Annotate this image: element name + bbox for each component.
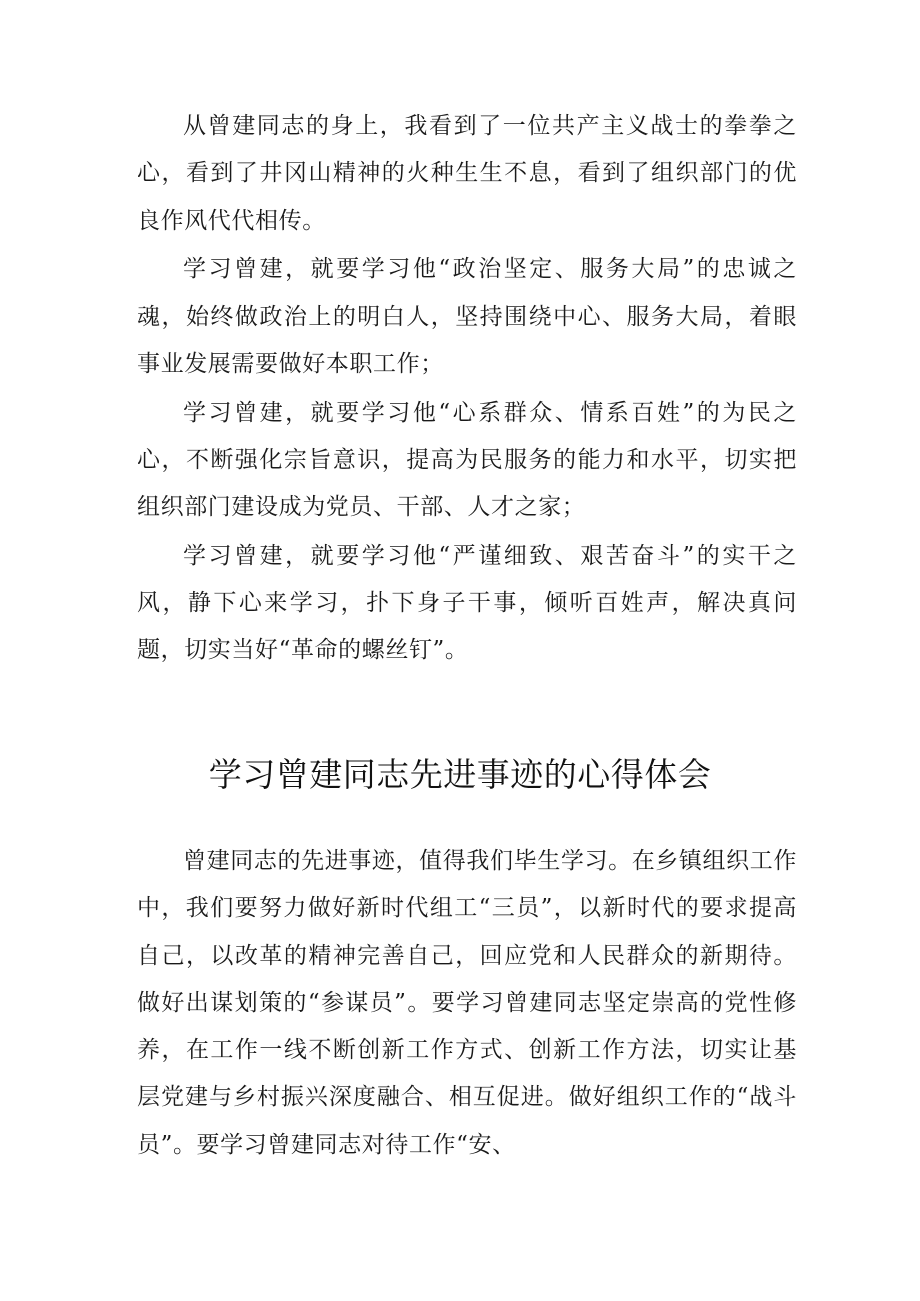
paragraph: 学习曾建，就要学习他“严谨细致、艰苦奋斗”的实干之风，静下心来学习，扑下身子干事，倾听百姓声，解决真问题，切实当好“革命的螺丝钉”。 (137, 542, 797, 664)
article-title: 学习曾建同志先进事迹的心得体会 (208, 755, 712, 794)
paragraph: 从曾建同志的身上，我看到了一位共产主义战士的拳拳之心，看到了井冈山精神的火种生生不息，看到了组织部门的优良作风代代相传。 (137, 113, 797, 234)
paragraph: 曾建同志的先进事迹，值得我们毕生学习。在乡镇组织工作中，我们要努力做好新时代组工“三员”，以新时代的要求提高自己，以改革的精神完善自己，回应党和人民群众的新期待。做好出谋划策的“参谋员”。要学习曾建同志坚定崇高的党性修养，在工作一线不断创新工作方式、创新工作方法，切实让基层党建与乡村振兴深度融合、相互促进。做好组织工作的“战斗员”。要学习曾建同志对待工作“安、 (137, 848, 797, 1158)
paragraph: 学习曾建，就要学习他“心系群众、情系百姓”的为民之心，不断强化宗旨意识，提高为民服务的能力和水平，切实把组织部门建设成为党员、干部、人才之家； (137, 399, 797, 521)
paragraph: 学习曾建，就要学习他“政治坚定、服务大局”的忠诚之魂，始终做政治上的明白人，坚持围绕中心、服务大局，着眼事业发展需要做好本职工作； (137, 256, 797, 377)
bottom-section (137, 838, 797, 1170)
top-section (137, 103, 797, 676)
